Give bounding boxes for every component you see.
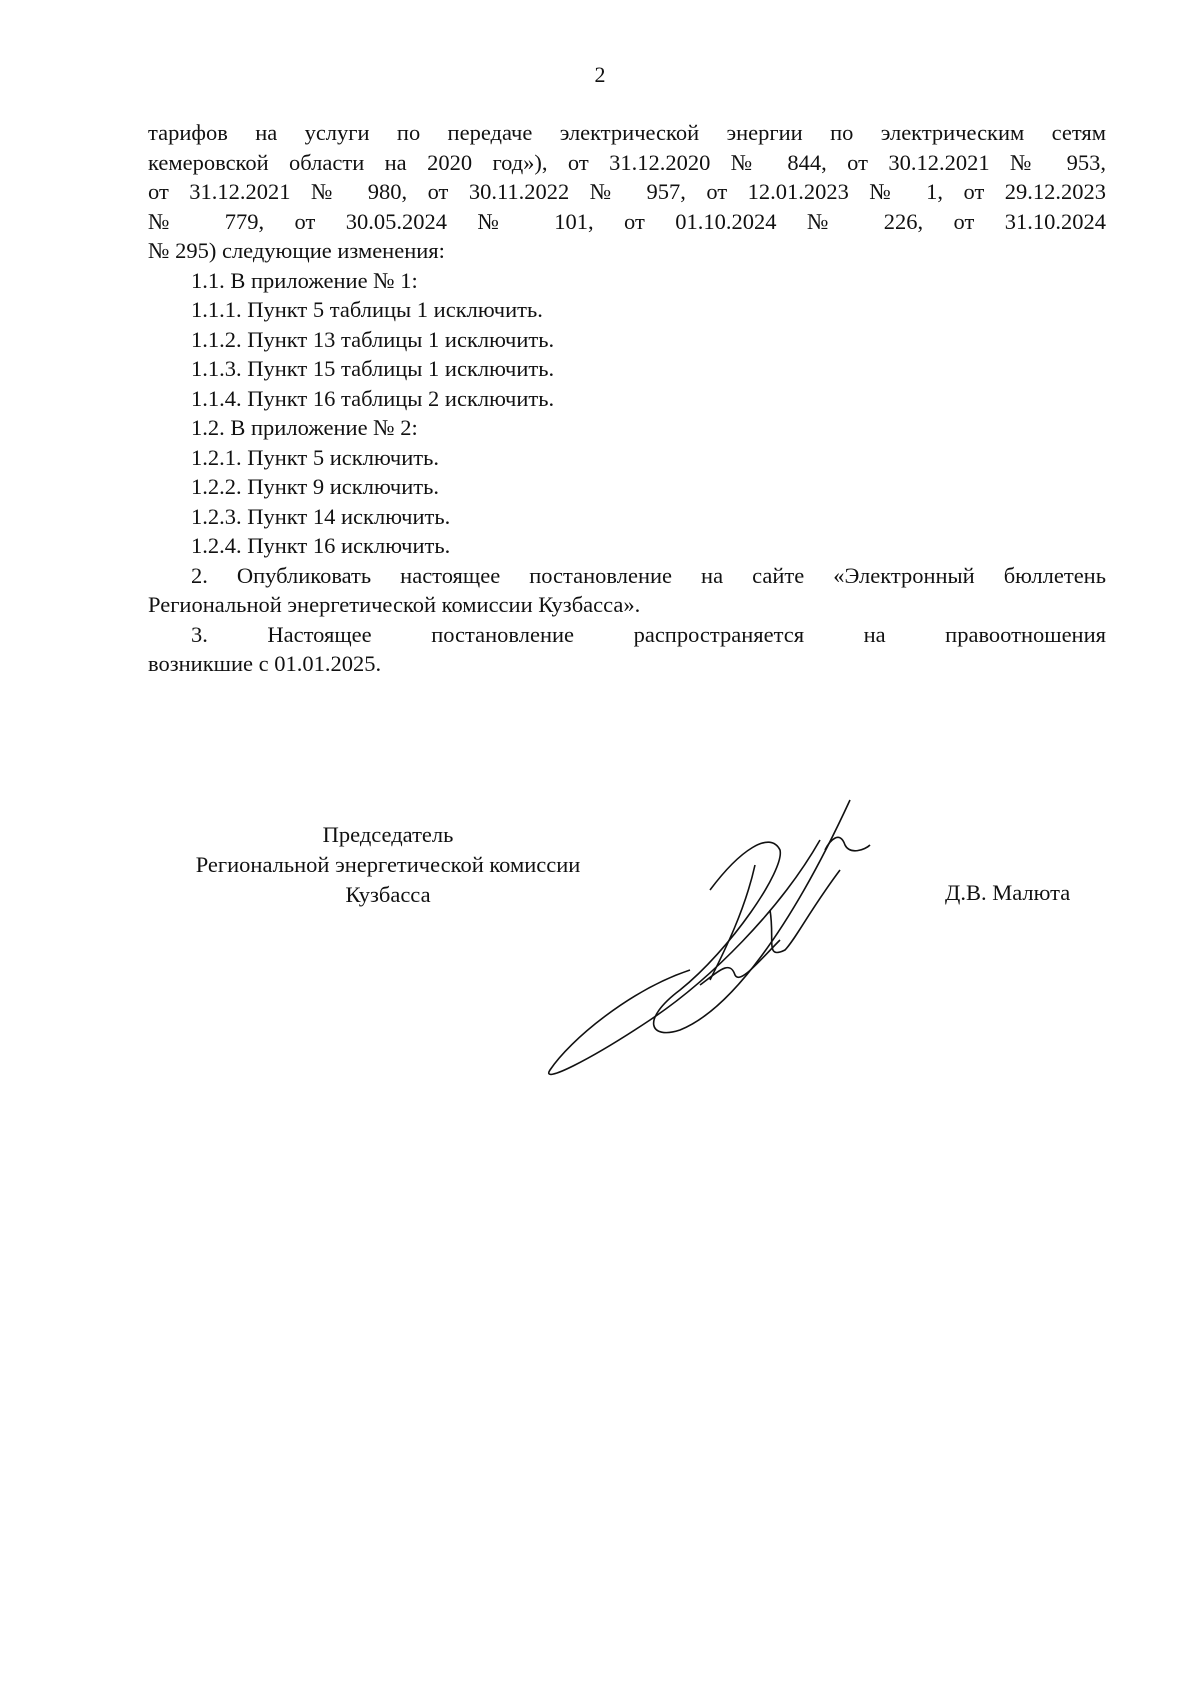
signatory-title-line: Региональной энергетической комиссии [195, 852, 581, 877]
list-item: 1.2.1. Пункт 5 исключить. [191, 444, 439, 470]
clause-3-line2: возникшие с 01.01.2025. [148, 651, 382, 676]
clause-3-line1: 3. Настоящее постановление распространяется на правоотношения [191, 621, 1106, 647]
list-item: 1.1.4. Пункт 16 таблицы 2 исключить. [191, 385, 555, 411]
list-item: 1.1. В приложение № 1: [191, 267, 418, 293]
list-item: 1.1.1. Пункт 5 таблицы 1 исключить. [191, 297, 543, 322]
list-item: 1.1.2. Пункт 13 таблицы 1 исключить. [191, 326, 555, 352]
page-number: 2 [594, 62, 606, 87]
paragraph-line: тарифов на услуги по передаче электрической энергии по электрическим сетям [148, 120, 1106, 145]
clause-2-line1: 2. Опубликовать настоящее постановление на сайте «Электронный бюллетень [191, 562, 1106, 588]
handwritten-signature [530, 790, 940, 1080]
list-item: 1.2. В приложение № 2: [191, 415, 418, 440]
paragraph-line: № 779, от 30.05.2024 № 101, от 01.10.2024 № 226, от 31.10.2024 [148, 208, 1106, 234]
paragraph-line: кемеровской области на 2020 год»), от 31.12.2020 № 844, от 30.12.2021 № 953, [148, 149, 1106, 175]
clause-2-line2: Региональной энергетической комиссии Кузбасса». [148, 592, 641, 617]
signatory-name: Д.В. Малюта [945, 880, 1071, 905]
document-body [148, 118, 1106, 679]
paragraph-line: № 295) следующие изменения: [148, 238, 445, 263]
list-item: 1.2.3. Пункт 14 исключить. [191, 503, 451, 529]
list-item: 1.2.2. Пункт 9 исключить. [191, 474, 439, 499]
list-item: 1.2.4. Пункт 16 исключить. [191, 533, 451, 558]
paragraph-line: от 31.12.2021 № 980, от 30.11.2022 № 957, от 12.01.2023 № 1, от 29.12.2023 [148, 179, 1106, 204]
list-item: 1.1.3. Пункт 15 таблицы 1 исключить. [191, 356, 555, 381]
signatory-title-line: Кузбасса [345, 882, 431, 907]
signatory-title-line: Председатель [322, 822, 454, 847]
